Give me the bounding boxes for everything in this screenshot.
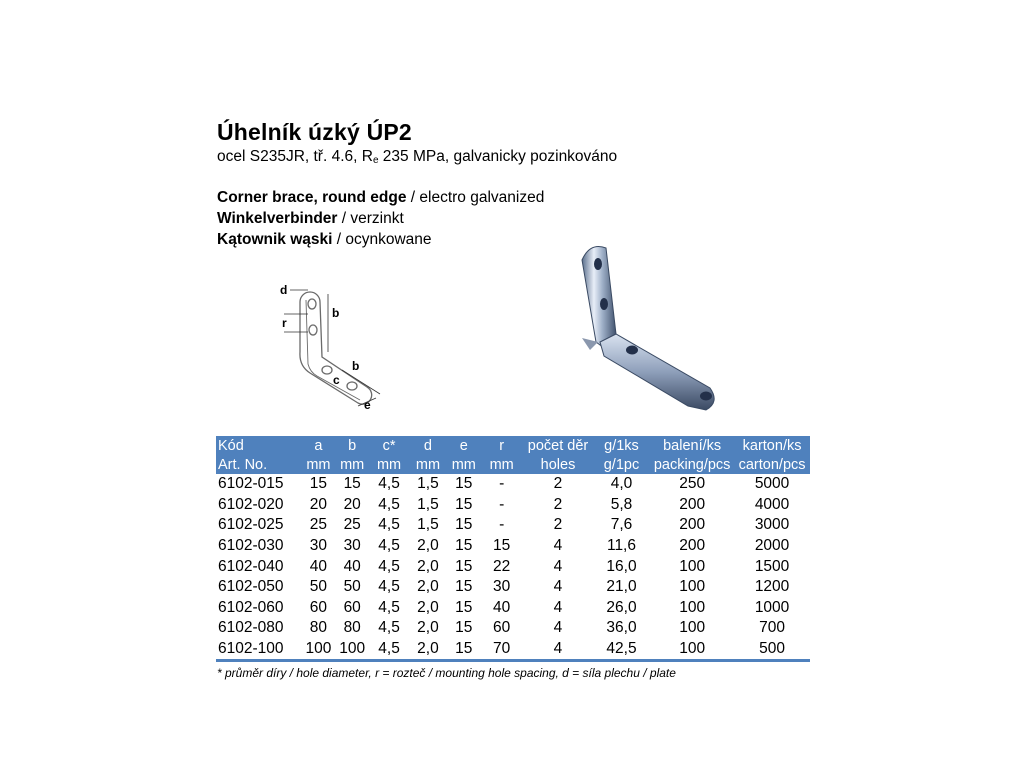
header-cell: Art. No. [216,455,302,474]
table-row [216,639,810,661]
table-cell: 200 [679,495,706,513]
table-cell: 80 [343,619,361,637]
table-row [216,515,810,536]
table-row [216,474,810,495]
table-cell: 36,0 [606,619,637,637]
article-code-cell: 6102-020 [218,495,284,513]
hole-4 [347,382,357,390]
product-photo [560,238,740,418]
translation-pl [217,231,432,249]
spec-table [216,436,810,662]
spec-table-body [216,474,810,661]
header-cell: mm [302,455,335,474]
header-cell: mm [335,455,370,474]
header-cell: Kód [216,436,302,455]
b-horizontal-dimension [342,370,380,394]
table-cell: 80 [309,619,328,637]
photo-hole-3 [626,346,638,355]
table-cell: 5,8 [610,495,633,513]
bracket-horizontal-leg [600,334,714,410]
table-cell: 30 [493,578,511,596]
table-cell: 30 [309,537,328,555]
table-row [216,598,810,619]
translation-en [217,189,544,207]
table-cell: 22 [493,557,511,575]
table-cell: 4,5 [378,495,400,513]
translation-de [217,210,404,228]
header-cell: packing/pcs [650,455,734,474]
label-d: d [280,283,288,297]
header-cell: holes [523,455,593,474]
table-cell: 4,5 [378,516,400,534]
header-cell: d [409,436,448,455]
table-cell: - [499,475,505,493]
article-code-cell: 6102-060 [218,598,284,616]
table-cell: 100 [679,598,706,616]
header-cell: c* [370,436,409,455]
table-cell: 2,0 [417,619,439,637]
header-cell: carton/pcs [734,455,810,474]
header-cell: mm [409,455,448,474]
table-cell: - [499,495,505,513]
table-cell: 100 [679,619,706,637]
label-e: e [364,398,371,412]
table-cell: 4,5 [378,557,400,575]
table-cell: 1000 [754,598,790,616]
table-row [216,556,810,577]
table-cell: 2,0 [417,537,439,555]
table-cell: 70 [480,639,523,661]
article-code-cell: 6102-015 [218,475,284,493]
header-cell: r [480,436,523,455]
photo-hole-2 [600,298,608,310]
table-cell: 40 [343,557,361,575]
table-row [216,536,810,557]
article-code-cell: 6102-050 [218,578,284,596]
table-cell: 15 [455,516,473,534]
header-cell: balení/ks [650,436,734,455]
article-code-cell: 6102-080 [218,619,284,637]
table-cell: 21,0 [606,578,637,596]
table-cell: 40 [309,557,328,575]
table-cell: 4 [553,619,563,637]
table-cell: 20 [309,495,328,513]
table-cell: 4,5 [378,475,400,493]
header-cell: b [335,436,370,455]
table-cell: 1,5 [417,495,439,513]
table-cell: 2,0 [417,598,439,616]
hole-1 [308,299,316,309]
table-cell: 15 [455,619,473,637]
table-cell: 4 [523,639,593,661]
table-cell: 2000 [754,537,790,555]
spec-table-header-row-1 [216,436,810,455]
table-cell: 2,0 [417,578,439,596]
label-c: c [333,373,340,387]
table-cell: 50 [343,578,361,596]
table-cell: 4,5 [378,537,400,555]
table-cell: 4 [553,557,563,575]
table-cell: 4,5 [378,619,400,637]
label-b-vertical: b [332,306,340,320]
table-cell: 26,0 [606,598,637,616]
header-cell: e [447,436,480,455]
article-code-cell: 6102-040 [218,557,284,575]
translation-en-finish: / electro galvanized [406,189,545,206]
hole-3 [322,366,332,374]
table-cell: 4,0 [610,475,633,493]
table-cell: 100 [679,578,706,596]
translation-de-name: Winkelverbinder [217,210,338,227]
table-cell: 4,5 [370,639,409,661]
table-cell: 60 [493,619,511,637]
label-b-horizontal: b [352,359,360,373]
table-cell: 2,0 [417,557,439,575]
table-cell: 700 [759,619,785,637]
table-cell: 11,6 [606,537,636,555]
table-cell: 4000 [754,495,790,513]
article-code-cell: 6102-025 [218,516,284,534]
table-cell: 50 [309,578,328,596]
table-cell: 200 [679,537,706,555]
spec-table-header-row-2 [216,455,810,474]
table-cell: 2,0 [409,639,448,661]
table-cell: 40 [493,598,511,616]
table-cell: 15 [455,475,473,493]
hole-2 [309,325,317,335]
label-r: r [282,316,287,330]
table-cell: 4 [553,537,563,555]
table-row [216,577,810,598]
table-cell: 1200 [754,578,790,596]
table-cell: 15 [447,639,480,661]
table-cell: 42,5 [593,639,650,661]
material-spec-part1: ocel S235JR, tř. 4.6, R [217,148,373,165]
product-title: Úhelník úzký ÚP2 [217,119,412,145]
translation-pl-name: Kątownik wąski [217,231,333,248]
material-spec-part2: 235 MPa, galvanicky pozinkováno [378,148,618,165]
table-cell: 250 [679,475,706,493]
table-cell: 100 [650,639,734,661]
table-cell: 1500 [754,557,790,575]
header-cell: karton/ks [734,436,810,455]
article-code-cell: 6102-100 [216,639,302,661]
table-cell: 100 [335,639,370,661]
table-cell: 1,5 [417,475,439,493]
header-cell: mm [447,455,480,474]
table-cell: 7,6 [610,516,633,534]
table-cell: 60 [343,598,361,616]
table-row [216,495,810,516]
header-cell: a [302,436,335,455]
table-cell: 2 [553,495,563,513]
table-cell: 200 [679,516,706,534]
header-cell: g/1pc [593,455,650,474]
table-cell: 100 [302,639,335,661]
material-spec-subscript: e [372,155,379,166]
table-cell: 15 [455,537,473,555]
table-cell: 4,5 [378,578,400,596]
table-cell: 1,5 [417,516,439,534]
table-cell: 25 [343,516,361,534]
header-cell: g/1ks [593,436,650,455]
header-cell: mm [480,455,523,474]
translation-de-finish: / verzinkt [337,210,404,227]
table-cell: 15 [455,598,473,616]
footnote: * průměr díry / hole diameter, r = rozteč / mounting hole spacing, d = síla plechu / plate [217,666,676,680]
article-code-cell: 6102-030 [218,537,284,555]
table-cell: 15 [455,557,473,575]
table-cell: 4,5 [378,598,400,616]
table-cell: 15 [343,475,361,493]
table-cell: 4 [553,598,563,616]
table-row [216,618,810,639]
table-cell: 2 [553,475,563,493]
table-cell: 25 [309,516,328,534]
table-cell: 100 [679,557,706,575]
translation-en-name: Corner brace, round edge [217,189,407,206]
table-cell: 60 [309,598,328,616]
photo-hole-1 [594,258,602,270]
table-cell: 5000 [754,475,790,493]
table-cell: 4 [553,578,563,596]
header-cell: mm [370,455,409,474]
table-cell: 15 [455,578,473,596]
table-cell: 30 [343,537,361,555]
table-cell: 500 [734,639,810,661]
table-cell: 15 [455,495,473,513]
material-spec [217,148,617,166]
table-cell: - [499,516,505,534]
table-cell: 15 [493,537,511,555]
table-cell: 16,0 [606,557,637,575]
table-cell: 3000 [754,516,790,534]
table-cell: 2 [553,516,563,534]
dimension-diagram [270,272,400,422]
translation-pl-finish: / ocynkowane [332,231,432,248]
table-cell: 15 [309,475,328,493]
photo-hole-4 [700,392,712,401]
table-cell: 20 [343,495,361,513]
header-cell: počet děr [523,436,593,455]
